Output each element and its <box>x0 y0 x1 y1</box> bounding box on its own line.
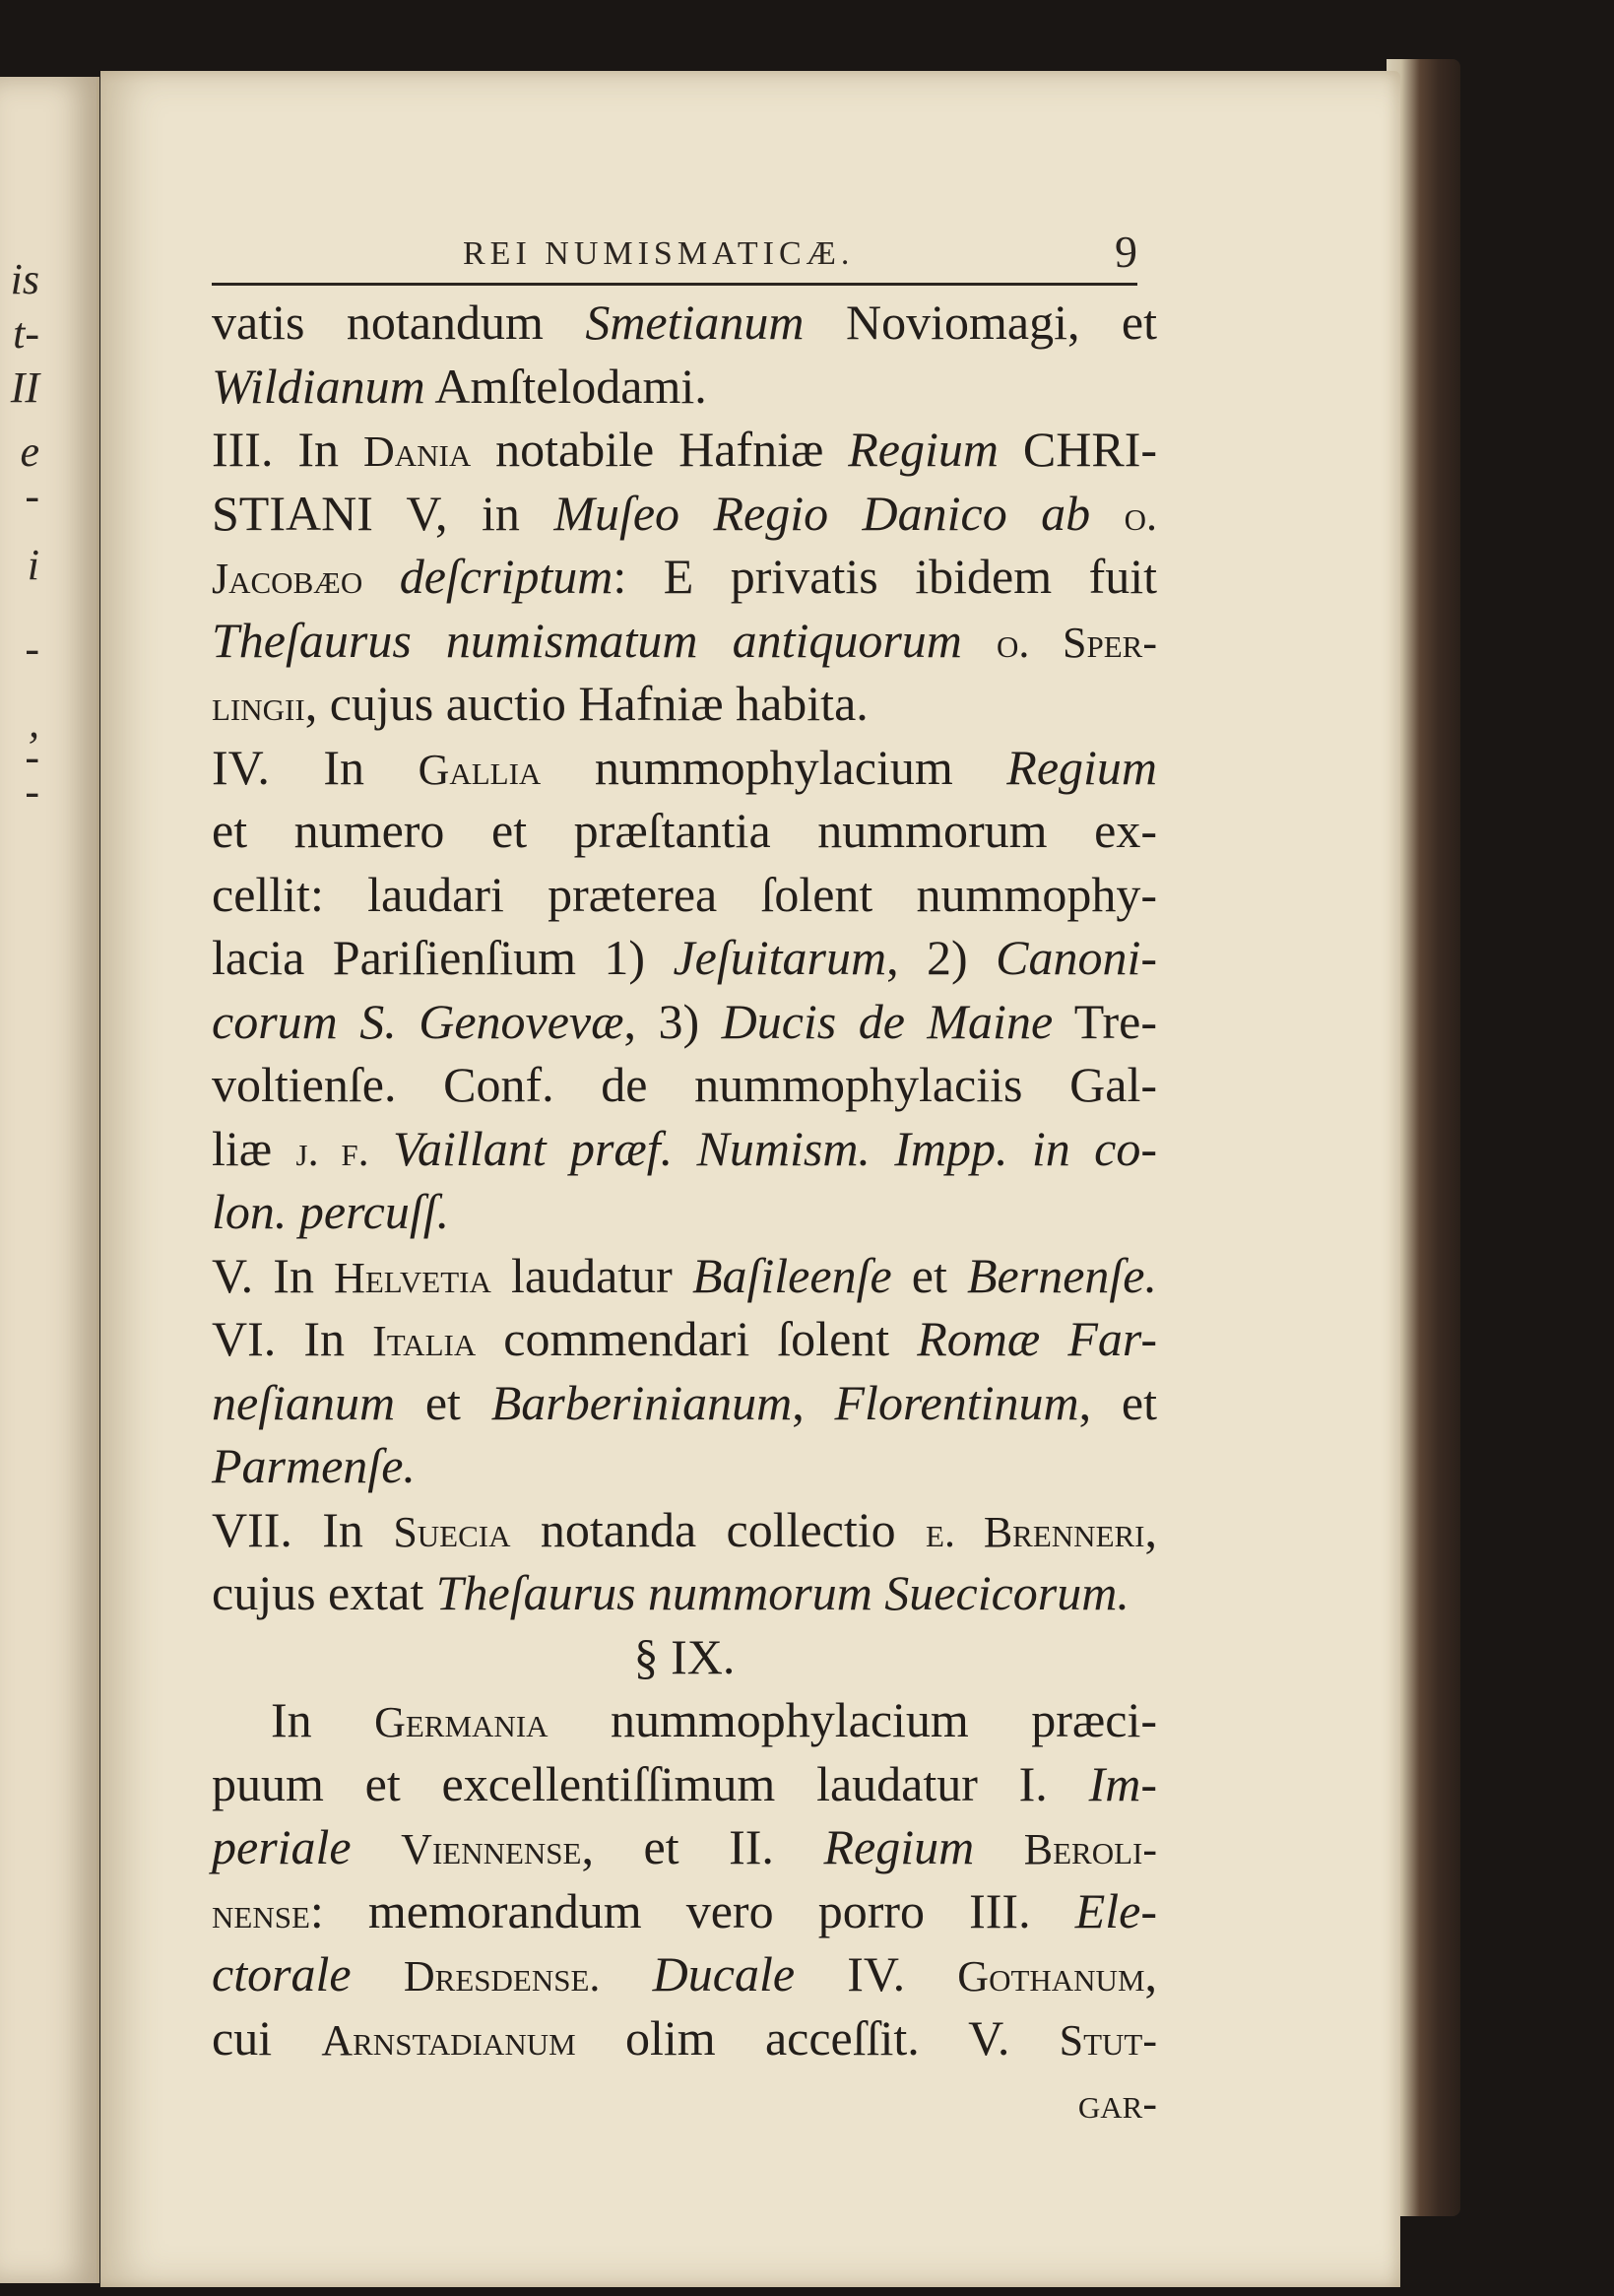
italic-run: Regium <box>848 422 999 477</box>
small-caps-run: Gallia <box>418 745 542 794</box>
text-run: notabile Hafniæ <box>471 422 849 477</box>
text-run: cui <box>212 2009 322 2066</box>
text-run: V. In <box>212 1247 335 1303</box>
small-caps-run: o. <box>1124 491 1157 540</box>
text-run: et <box>395 1374 491 1430</box>
text-line <box>212 418 1157 482</box>
text-line <box>212 1688 1157 1752</box>
text-run: , et <box>1078 1374 1157 1430</box>
text-run <box>974 1819 1024 1874</box>
text-line <box>212 1053 1157 1117</box>
italic-run: Vaillant præf. Numism. Impp. in co- <box>393 1120 1157 1176</box>
italic-run: Wildianum <box>212 358 425 414</box>
text-line <box>212 291 1157 355</box>
italic-run: Im- <box>1088 1755 1157 1811</box>
text-run: liæ <box>212 1120 296 1176</box>
text-run: VI. In <box>212 1311 373 1366</box>
body-text <box>212 291 1157 2133</box>
left-page-fragment: - <box>25 767 39 816</box>
small-caps-run: Helvetia <box>334 1253 491 1302</box>
text-run: IV. In <box>212 739 419 795</box>
text-run <box>962 613 997 668</box>
small-caps-run: Jacobæo <box>212 555 363 603</box>
page-number: 9 <box>1115 227 1137 277</box>
italic-run: Muſeo Regio Danico ab <box>553 485 1091 541</box>
text-line <box>212 1307 1157 1371</box>
small-caps-run: lingii <box>212 682 305 730</box>
text-line <box>212 990 1157 1054</box>
text-run: , 3) <box>623 993 722 1049</box>
italic-run: Parmenſe. <box>212 1438 416 1493</box>
left-page-fragment: - <box>25 733 39 781</box>
text-line <box>212 2006 1157 2070</box>
italic-run: deſcriptum <box>399 549 613 604</box>
italic-run: Theſaurus nummorum Suecicorum. <box>435 1565 1130 1620</box>
small-caps-run: Beroli- <box>1023 1825 1157 1873</box>
italic-run: Jeſuitarum <box>673 930 887 985</box>
left-page-fragment: t- <box>13 309 39 358</box>
text-run: commendari ſolent <box>476 1311 918 1366</box>
small-caps-run: Dania <box>362 427 472 476</box>
text-line <box>212 672 1157 736</box>
text-line <box>212 1371 1157 1435</box>
italic-run: Regium <box>823 1819 975 1874</box>
small-caps-run: Gothanum <box>957 1952 1145 2001</box>
left-page-fragment: i <box>27 541 39 589</box>
italic-run: Baſileenſe <box>691 1247 892 1303</box>
text-run: IV. <box>795 1946 958 2001</box>
italic-run: lon. percuſſ. <box>212 1184 450 1239</box>
text-run: , <box>1144 1946 1158 2001</box>
italic-run: Canoni- <box>996 930 1158 985</box>
small-caps-run: Germania <box>374 1698 549 1746</box>
text-run: § IX. <box>633 1628 736 1684</box>
text-run: nummophylacium præci- <box>548 1692 1157 1747</box>
italic-run: Ducale <box>652 1946 796 2001</box>
text-line <box>212 482 1157 546</box>
text-line <box>212 926 1157 990</box>
text-line <box>212 1942 1157 2006</box>
text-line <box>212 863 1157 927</box>
text-run: : E privatis ibidem fuit <box>613 549 1158 604</box>
running-head <box>212 227 1137 286</box>
italic-run: Florentinum <box>834 1374 1079 1430</box>
text-run <box>369 1121 393 1176</box>
text-run: cujus extat <box>212 1565 436 1620</box>
text-run: STIANI V, in <box>212 485 554 541</box>
left-page-fragment: is <box>10 255 39 303</box>
small-caps-run: o. Sper- <box>997 618 1157 667</box>
text-run: vatis notandum <box>212 295 586 350</box>
left-facing-page <box>0 77 99 2283</box>
italic-run: Bernenſe. <box>967 1247 1157 1303</box>
text-run: olim acceſſit. V. <box>575 2009 1060 2066</box>
text-run: nummophylacium <box>541 739 1007 795</box>
text-line <box>212 799 1157 863</box>
text-run: , 2) <box>886 930 997 985</box>
left-page-fragment: - <box>25 624 39 673</box>
italic-run: Barberinianum <box>490 1374 793 1430</box>
left-page-fragment: , <box>29 698 39 747</box>
text-run <box>1090 486 1124 541</box>
text-run: , <box>1144 1501 1158 1557</box>
small-caps-run: gar- <box>1077 2079 1157 2128</box>
text-run: notanda collectio <box>510 1501 927 1557</box>
text-line <box>212 1815 1157 1879</box>
text-line <box>212 1180 1157 1244</box>
italic-run: corum S. Genovevæ <box>212 993 624 1049</box>
text-line <box>212 2069 1157 2133</box>
italic-run: neſianum <box>212 1374 396 1430</box>
text-run: VII. In <box>212 1501 394 1557</box>
italic-run: ctorale <box>212 1946 352 2001</box>
small-caps-run: j. f. <box>295 1126 369 1175</box>
text-line <box>212 609 1157 673</box>
text-line <box>212 1625 1157 1689</box>
text-line <box>212 1434 1157 1498</box>
text-run: lacia Pariſienſium 1) <box>212 930 674 985</box>
text-run: : memorandum vero porro III. <box>309 1882 1075 1938</box>
text-line <box>212 545 1157 609</box>
text-line <box>212 1752 1157 1816</box>
text-line <box>212 1561 1157 1625</box>
small-caps-run: Arnstadianum <box>321 2015 576 2065</box>
text-run: Amſtelodami. <box>424 358 707 414</box>
text-line <box>212 1117 1157 1181</box>
small-caps-run: e. Brenneri <box>926 1507 1145 1556</box>
text-run: , et II. <box>581 1819 824 1874</box>
italic-run: Ducis de Maine <box>721 993 1054 1049</box>
small-caps-run: Suecia <box>393 1507 511 1556</box>
text-run: laudatur <box>490 1247 692 1303</box>
text-line <box>212 1244 1157 1308</box>
text-line <box>212 1498 1157 1562</box>
small-caps-run: Viennense <box>401 1825 582 1873</box>
small-caps-run: Italia <box>372 1317 477 1365</box>
left-page-fragment: - <box>25 472 39 520</box>
italic-run: periale <box>212 1819 352 1874</box>
text-run: , <box>792 1374 835 1430</box>
italic-run: Regium <box>1006 739 1158 795</box>
text-run: voltienſe. Conf. de nummophylaciis Gal- <box>212 1057 1157 1112</box>
italic-run: Romæ Far- <box>917 1311 1157 1366</box>
text-run: In <box>271 1692 375 1747</box>
left-page-fragment: II <box>10 363 39 412</box>
small-caps-run: nense <box>212 1888 310 1937</box>
italic-run: Theſaurus numismatum antiquorum <box>212 612 962 668</box>
text-line <box>212 355 1157 419</box>
italic-run: Smetianum <box>585 295 805 350</box>
small-caps-run: Stut- <box>1059 2015 1157 2065</box>
text-run: puum et excellentiſſimum laudatur I. <box>212 1755 1089 1811</box>
text-run <box>362 549 400 604</box>
text-line <box>212 1879 1157 1943</box>
text-run: et numero et præſtantia nummorum ex- <box>212 803 1157 858</box>
text-run: cellit: laudari præterea ſolent nummophy- <box>212 866 1157 922</box>
left-page-fragment: e <box>20 427 39 476</box>
text-run <box>600 1946 652 2001</box>
running-title: REI NUMISMATICÆ. <box>463 235 855 272</box>
text-run: , cujus auctio Hafniæ habita. <box>304 676 869 731</box>
text-run: III. In <box>212 422 363 477</box>
small-caps-run: Dresdense. <box>403 1952 601 2001</box>
text-run: Noviomagi, et <box>804 295 1157 350</box>
text-run <box>352 1819 402 1874</box>
text-run: et <box>891 1247 968 1303</box>
text-run: CHRI- <box>998 422 1157 477</box>
text-run: Tre- <box>1053 993 1157 1049</box>
text-line <box>212 736 1157 800</box>
text-run <box>352 1946 404 2001</box>
italic-run: Ele- <box>1074 1882 1157 1938</box>
